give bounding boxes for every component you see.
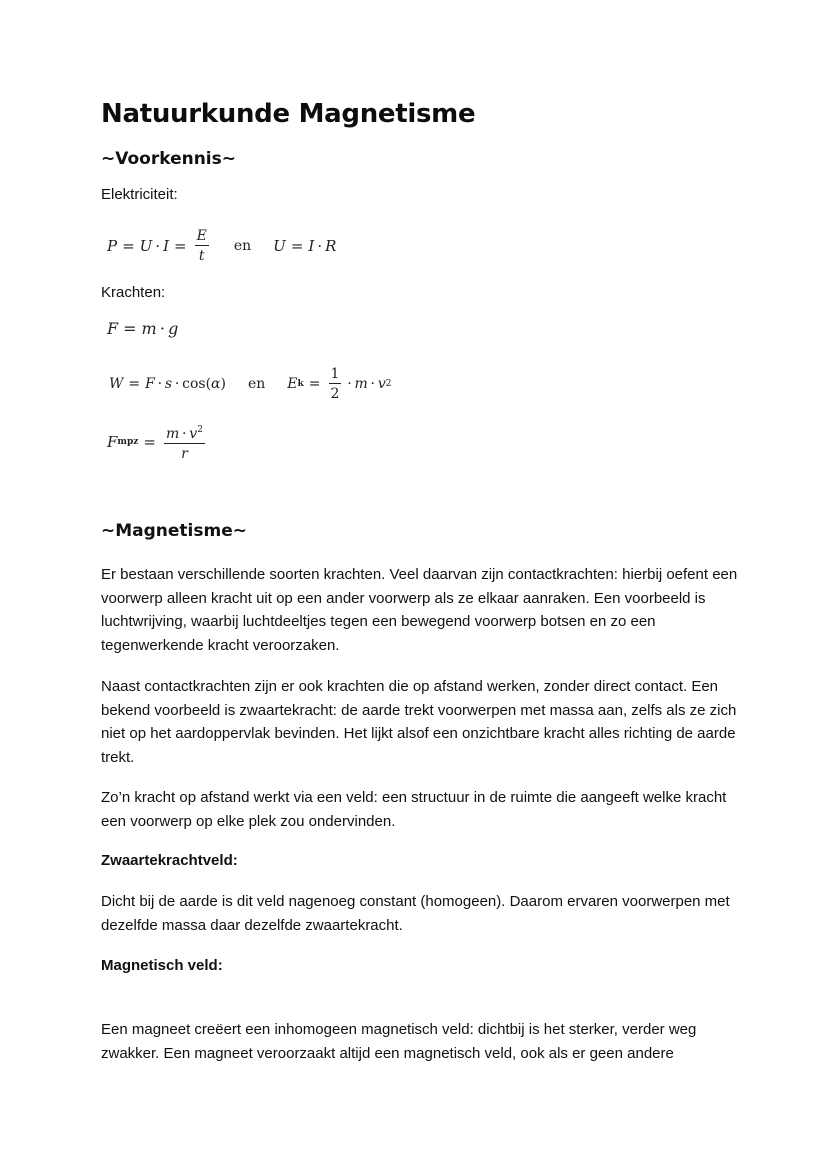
zwaartekrachtveld-heading: Zwaartekrachtveld:	[101, 852, 238, 869]
paragraph-krachten-op-afstand: Naast contactkrachten zijn er ook krachten die op afstand werken, zonder direct contact. Een bekend voorbeeld is zwaartekracht: de aarde trekt voorwerpen met massa aan, zelfs als ze zich niet op het aardoppervlak bevinden. Het lijkt alsof een onzichtbare kracht alles richting de aarde trekt.	[101, 678, 737, 766]
document-title: Natuurkunde Magnetisme	[101, 99, 476, 129]
section-heading-magnetisme: ~Magnetisme~	[101, 521, 247, 541]
krachten-label: Krachten:	[101, 284, 166, 301]
paragraph-zwaartekrachtveld: Dicht bij de aarde is dit veld nagenoeg constant (homogeen). Daarom ervaren voorwerpen met dezelfde massa daar dezelfde zwaartekracht.	[101, 893, 730, 934]
elektriciteit-label: Elektriciteit:	[101, 186, 178, 203]
magnetisch-veld-heading: Magnetisch veld:	[101, 957, 223, 974]
equation-power-ohm: P = U · I = $\frac{E}{t}$ en U = I · R	[107, 228, 337, 264]
equation-gravity: F = m · g	[107, 319, 179, 338]
paragraph-contactkrachten: Er bestaan verschillende soorten krachten. Veel daarvan zijn contactkrachten: hierbij oefent een voorwerp alleen kracht uit op een ander voorwerp als ze elkaar aanraken. Een voorbeeld is luchtwrijving, waarbij luchtdeeltjes tegen een bewegend voorwerp botsen en zo een tegenwerkende kracht veroorzaken.	[101, 566, 738, 654]
section-heading-voorkennis: ~Voorkennis~	[101, 149, 236, 169]
paragraph-veld: Zo’n kracht op afstand werkt via een veld: een structuur in de ruimte die aangeeft welke kracht een voorwerp op elke plek zou ondervinden.	[101, 789, 727, 830]
equation-work-energy: W = F · s · cos( α ) en E k = $\frac{1}{2}$ · m · v 2	[109, 366, 392, 402]
connector-en: en	[233, 238, 252, 254]
connector-en-2: en	[247, 376, 266, 392]
paragraph-magnetisch-veld: Een magneet creëert een inhomogeen magnetisch veld: dichtbij is het sterker, verder weg zwakker. Een magneet veroorzaakt altijd een magnetisch veld, ook als er geen andere	[101, 1021, 697, 1062]
equation-centripetal: F mpz = $\frac{m \cdot v^2}{r}$	[107, 422, 208, 462]
